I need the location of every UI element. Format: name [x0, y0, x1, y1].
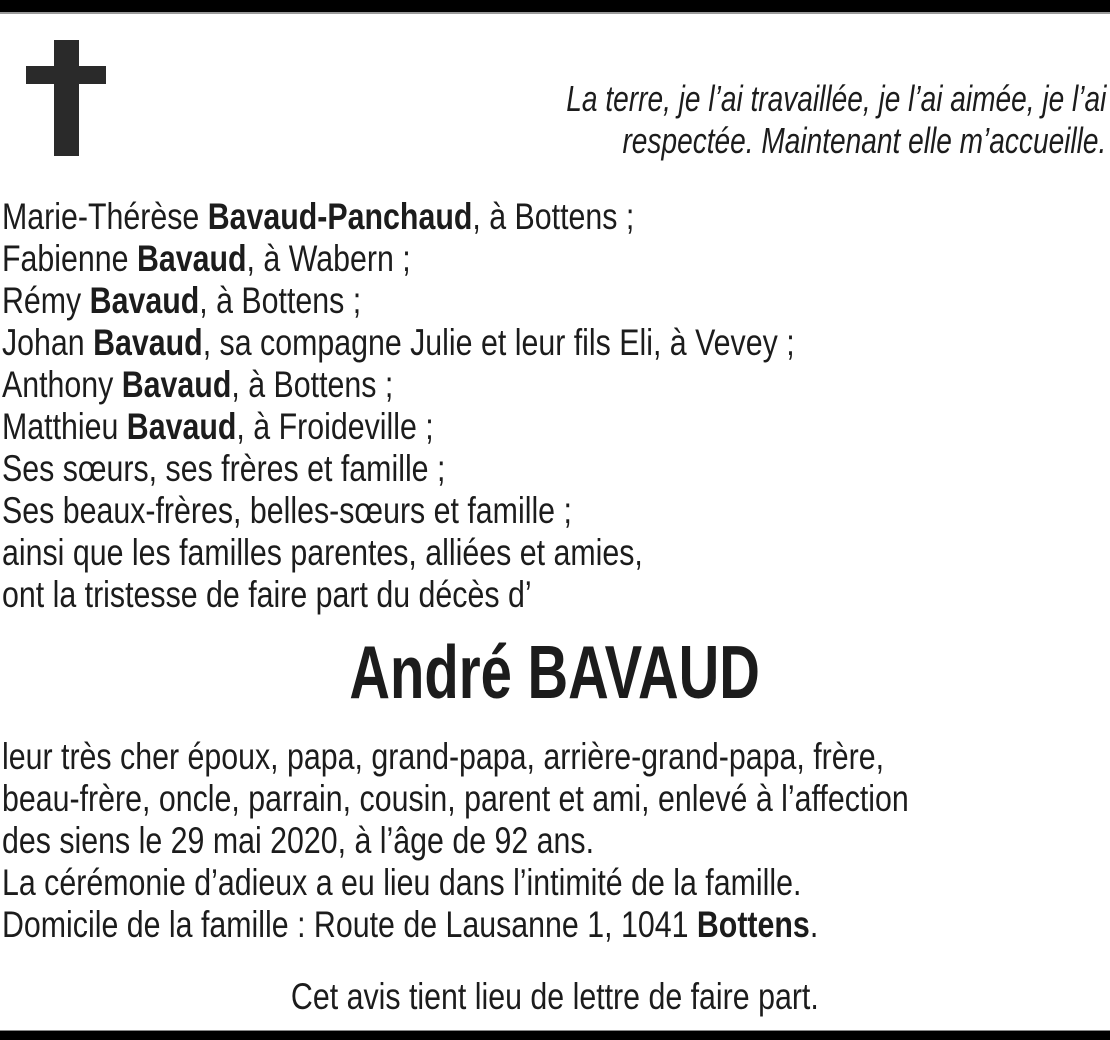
notice-details	[2, 736, 909, 946]
family-line	[2, 364, 795, 406]
details-line-text: des siens le 29 mai 2020, à l’âge de 92 ans.	[2, 820, 595, 861]
family-line-text: Rémy	[2, 280, 90, 321]
family-line	[2, 406, 795, 448]
family-line-text: , à Bottens ;	[199, 280, 362, 321]
details-line-text: leur très cher époux, papa, grand-papa, arrière-grand-papa, frère,	[2, 736, 885, 777]
family-line	[2, 238, 795, 280]
deceased-name-row	[0, 632, 1110, 712]
deceased-name: André BAVAUD	[349, 630, 761, 714]
details-line-text: beau-frère, oncle, parrain, cousin, parent et ami, enlevé à l’affection	[2, 778, 909, 819]
details-line	[2, 736, 909, 778]
family-line-text: Ses sœurs, ses frères et famille ;	[2, 448, 446, 489]
family-line-text: , sa compagne Julie et leur fils Eli, à Vevey ;	[202, 322, 795, 363]
family-line-text: , à Froideville ;	[236, 406, 434, 447]
bottom-border-bar	[0, 1030, 1110, 1040]
family-line	[2, 574, 795, 616]
family-line-text: Ses beaux-frères, belles-sœurs et famille ;	[2, 490, 572, 531]
details-line-text: .	[809, 904, 819, 945]
family-line	[2, 280, 795, 322]
family-line-text: ont la tristesse de faire part du décès d’	[2, 574, 532, 615]
family-name-bold: Bavaud	[126, 406, 237, 447]
epitaph-quote-line: respectée. Maintenant elle m’accueille.	[622, 120, 1106, 161]
details-line	[2, 820, 909, 862]
family-line	[2, 448, 795, 490]
family-line-text: Marie-Thérèse	[2, 196, 208, 237]
top-border-bar	[0, 0, 1110, 14]
family-list	[2, 196, 795, 616]
family-name-bold: Bavaud	[121, 364, 232, 405]
details-line-text: La cérémonie d’adieux a eu lieu dans l’intimité de la famille.	[2, 862, 802, 903]
family-line-text: Johan	[2, 322, 94, 363]
details-bold-text: Bottens	[696, 904, 810, 945]
family-name-bold: Bavaud-Panchaud	[207, 196, 473, 237]
family-line-text: , à Bottens ;	[231, 364, 394, 405]
details-line-text: Domicile de la famille : Route de Lausanne 1, 1041	[2, 904, 697, 945]
family-line-text: Fabienne	[2, 238, 137, 279]
family-line	[2, 490, 795, 532]
domicile-line	[2, 904, 909, 946]
family-name-bold: Bavaud	[136, 238, 247, 279]
epitaph-quote	[566, 78, 1106, 162]
family-line	[2, 532, 795, 574]
family-line	[2, 322, 795, 364]
family-name-bold: Bavaud	[93, 322, 203, 363]
family-line	[2, 196, 795, 238]
family-line-text: , à Wabern ;	[246, 238, 411, 279]
family-line-text: , à Bottens ;	[472, 196, 635, 237]
family-line-text: ainsi que les familles parentes, alliées et amies,	[2, 532, 643, 573]
cross-icon	[26, 40, 106, 156]
details-line	[2, 778, 909, 820]
ceremony-line	[2, 862, 909, 904]
family-line-text: Anthony	[2, 364, 122, 405]
footer-notice-row	[0, 976, 1110, 1018]
epitaph-quote-line: La terre, je l’ai travaillée, je l’ai aimée, je l’ai	[565, 78, 1106, 119]
family-name-bold: Bavaud	[89, 280, 200, 321]
footer-notice: Cet avis tient lieu de lettre de faire part.	[291, 976, 819, 1017]
family-line-text: Matthieu	[2, 406, 127, 447]
